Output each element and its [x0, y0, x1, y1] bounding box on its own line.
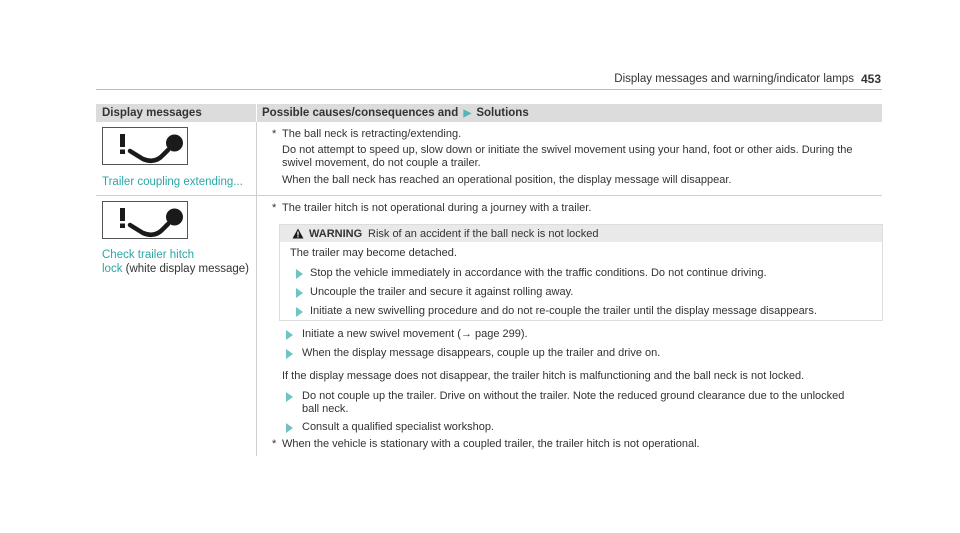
step-swivel: Initiate a new swivel movement (→ page 299). — [302, 328, 528, 340]
page-reference-link[interactable]: page 299). — [475, 328, 528, 340]
step-arrow-icon — [286, 330, 293, 340]
trailer-hitch-warning-icon — [102, 127, 188, 165]
instruction-text-cont: swivel movement, do not couple a trailer. — [282, 157, 481, 169]
bullet-star: * — [272, 202, 277, 214]
step-arrow-icon — [286, 349, 293, 359]
intro-text: The trailer hitch is not operational during a journey with a trailer. — [282, 202, 592, 214]
step-arrow-icon — [296, 269, 303, 279]
step-arrow-icon — [286, 392, 293, 402]
cause-text: The ball neck is retracting/extending. — [282, 128, 462, 140]
header-divider — [256, 104, 257, 122]
page-number: 453 — [860, 72, 881, 86]
bullet-star: * — [272, 128, 277, 140]
table-header — [96, 104, 882, 122]
warning-header — [280, 225, 882, 242]
step-consult-workshop: Consult a qualified specialist workshop. — [302, 421, 494, 433]
column-divider — [256, 122, 257, 456]
step-arrow-icon — [286, 423, 293, 433]
warning-label: WARNING — [309, 228, 363, 240]
bullet-star: * — [272, 438, 277, 450]
step-do-not-couple: Do not couple up the trailer. Drive on without the trailer. Note the reduced ground clearance due to the unlocked — [302, 390, 845, 402]
warning-box — [279, 224, 883, 321]
step-couple-up: When the display message disappears, couple up the trailer and drive on. — [302, 347, 661, 359]
header-rule — [96, 89, 882, 90]
malfunction-paragraph: If the display message does not disappear, the trailer hitch is malfunctioning and the ball neck is not locked. — [282, 370, 805, 382]
solutions-arrow-icon: ▶ — [463, 108, 472, 119]
warning-step: Initiate a new swivelling procedure and do not re-couple the trailer until the display message disappears. — [310, 305, 817, 317]
page-reference-arrow-icon: → — [460, 328, 472, 340]
column-header-display-messages: Display messages — [102, 107, 202, 119]
step-arrow-icon — [296, 288, 303, 298]
step-arrow-icon — [296, 307, 303, 317]
warning-step: Uncouple the trailer and secure it against rolling away. — [310, 286, 574, 298]
stationary-note: When the vehicle is stationary with a coupled trailer, the trailer hitch is not operational. — [282, 438, 700, 450]
warning-heading: Risk of an accident if the ball neck is not locked — [368, 228, 599, 240]
instruction-text: Do not attempt to speed up, slow down or initiate the swivel movement using your hand, foot or other aids. During the — [282, 144, 853, 156]
result-text: When the ball neck has reached an operational position, the display message will disappear. — [282, 174, 732, 186]
warning-text: The trailer may become detached. — [290, 247, 457, 259]
message-check-trailer-hitch-lock: Check trailer hitch lock (white display message) — [102, 249, 250, 275]
page-header — [0, 64, 960, 92]
display-messages-table — [96, 104, 882, 456]
warning-triangle-icon — [292, 228, 304, 239]
warning-step: Stop the vehicle immediately in accordance with the traffic conditions. Do not continue driving. — [310, 267, 767, 279]
message-trailer-coupling-extending: Trailer coupling extending... — [102, 176, 243, 188]
step-do-not-couple-cont: ball neck. — [302, 403, 349, 415]
row-divider — [96, 195, 882, 196]
column-header-causes: Possible causes/consequences and ▶ Solutions — [262, 107, 529, 119]
header-title: Display messages and warning/indicator lamps — [614, 73, 854, 85]
trailer-hitch-warning-icon — [102, 201, 188, 239]
